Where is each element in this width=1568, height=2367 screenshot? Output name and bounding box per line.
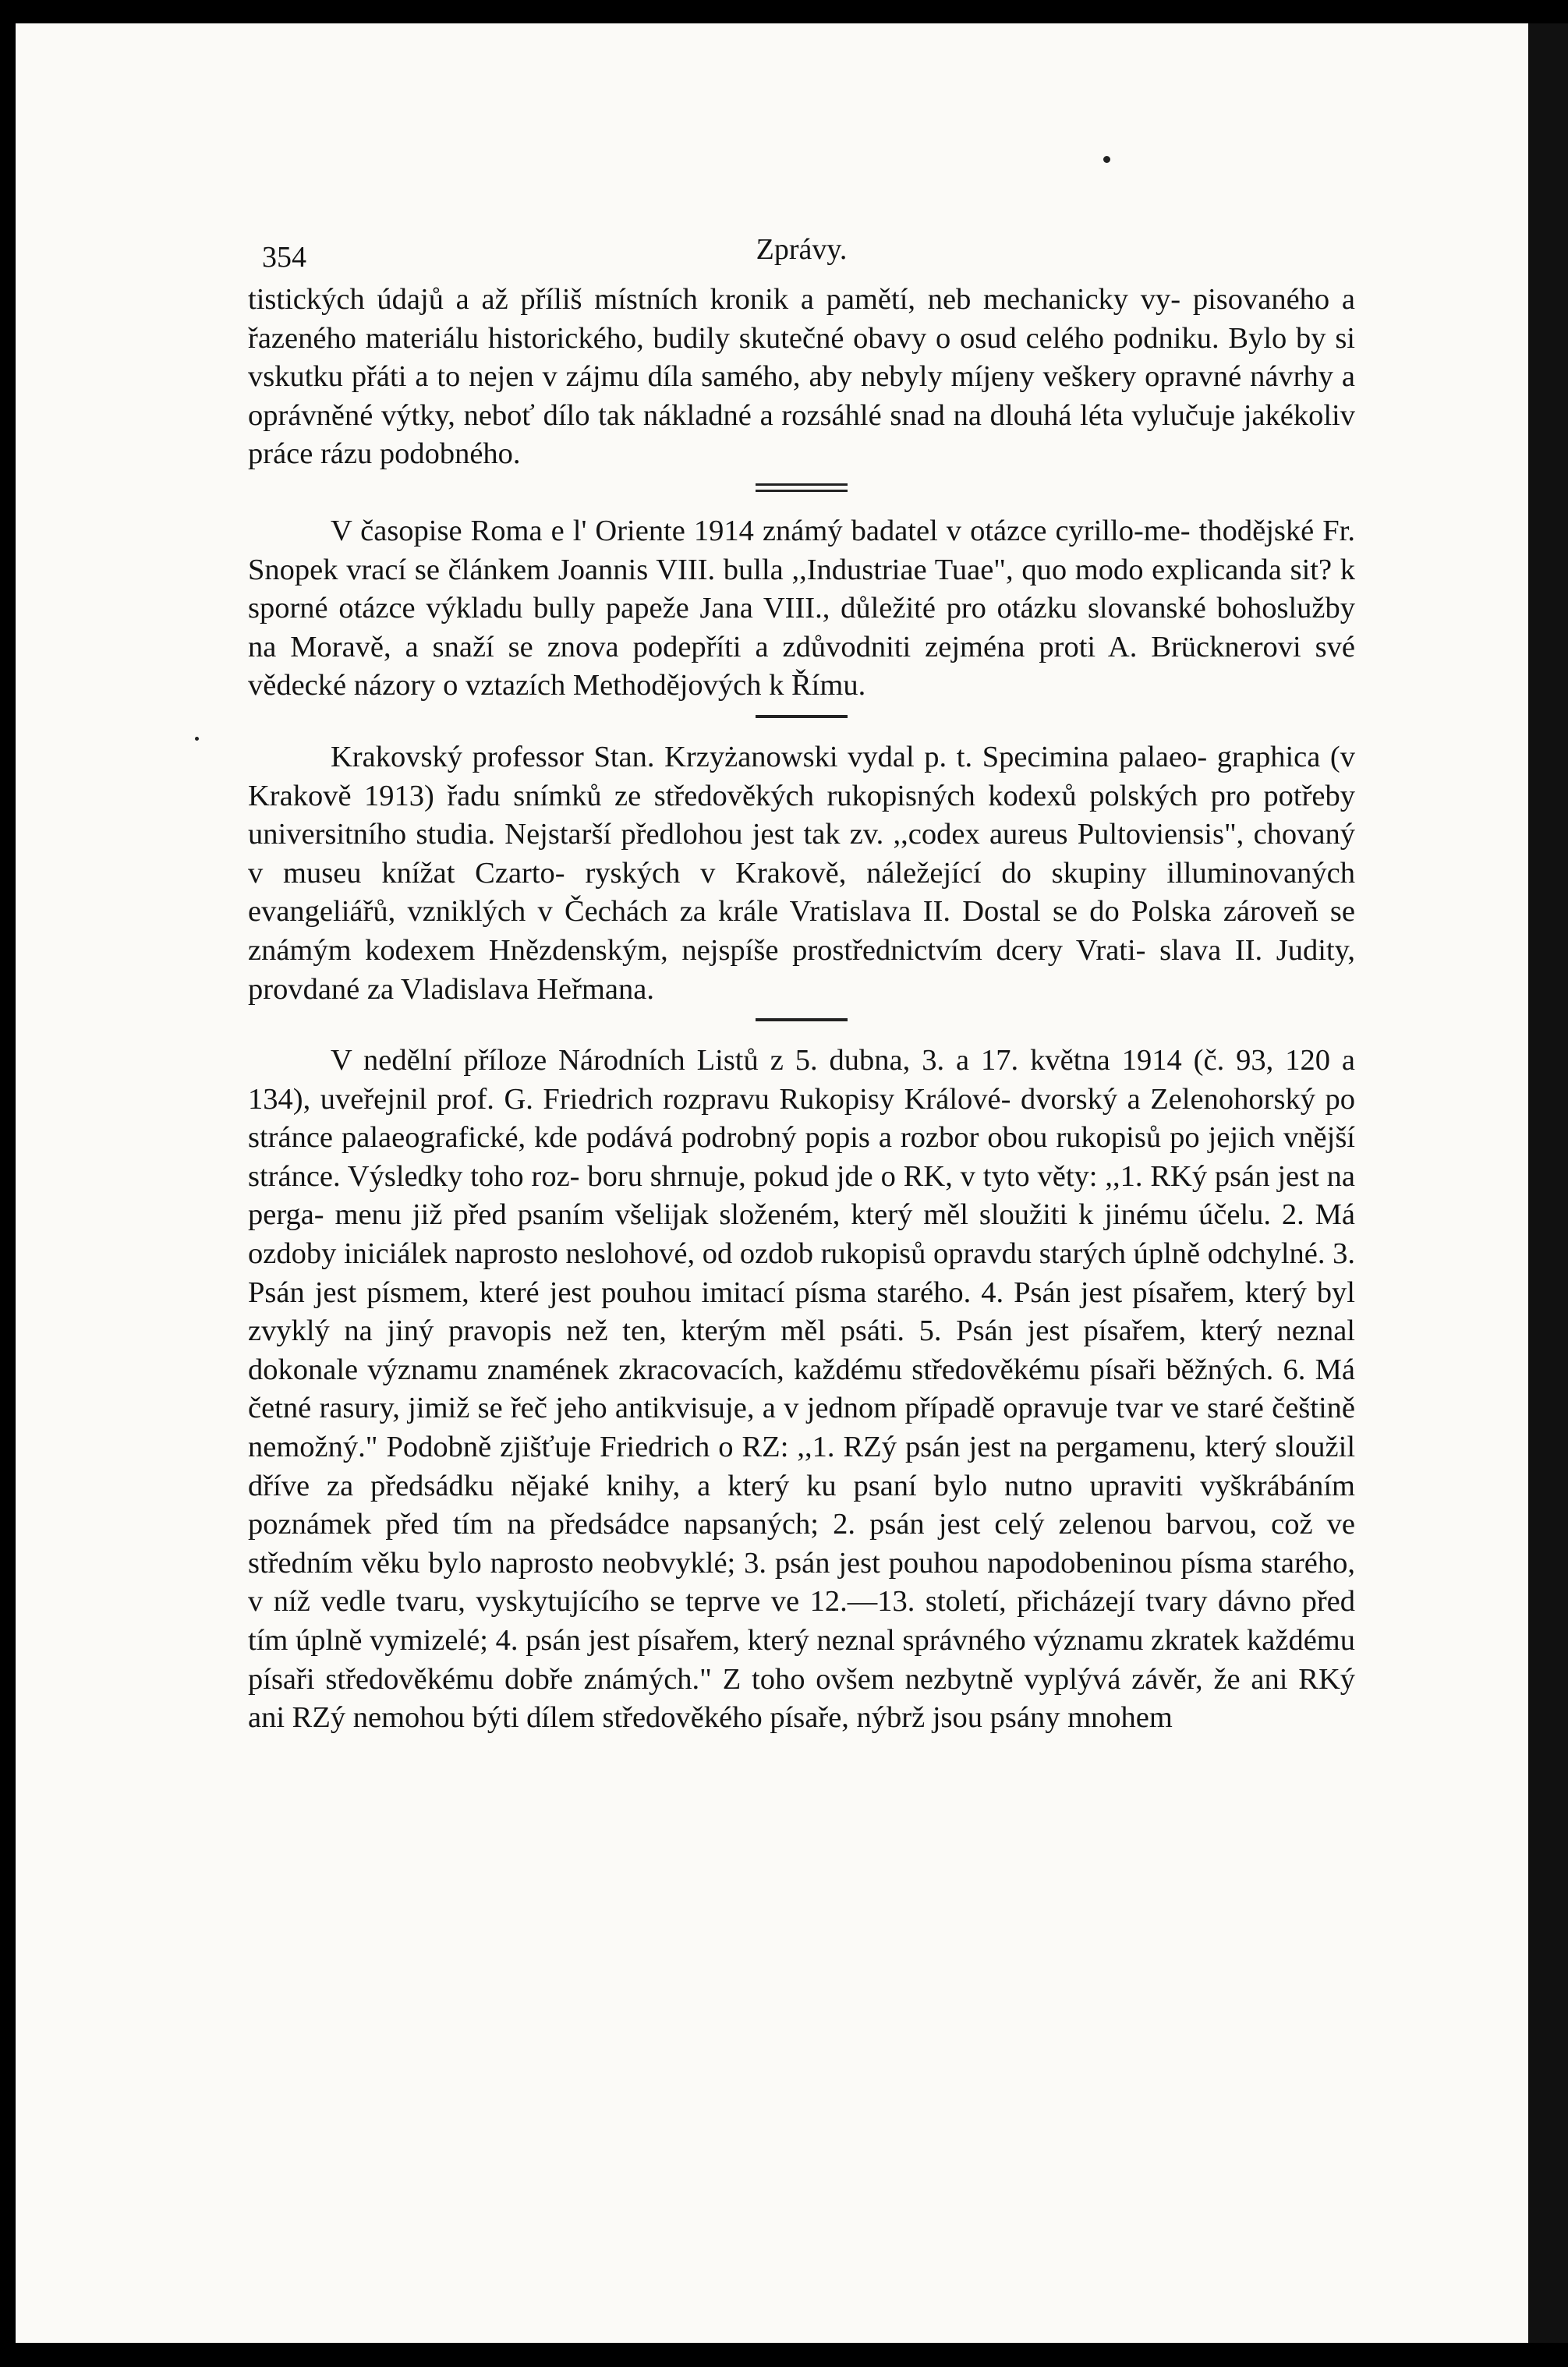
text-line: Jana VIII., důležité pro otázku slovanské bohoslužby na Moravě, a snaží se: [248, 592, 1355, 663]
text-line: celého podniku. Bylo by si vskutku přáti a to nejen v zájmu díla samého, aby: [248, 321, 1355, 394]
paragraph-roma-oriente: [248, 512, 1355, 706]
page-edge-shadow: [1528, 23, 1568, 2343]
text-line: tistických údajů a až příliš místních kronik a pamětí, neb mechanicky vy-: [248, 283, 1181, 316]
text-line: předsádce napsaných; 2. psán jest celý zelenou barvou, což ve středním: [248, 1508, 1355, 1580]
text-line: názory o vztazích Methodějových k Římu.: [353, 669, 866, 702]
page-number: 354: [262, 241, 306, 274]
text-line: RZý nemohou býti dílem středověkého písaře, nýbrž jsou psány mnohem: [292, 1701, 1173, 1735]
text-line: starých úplně odchylné. 3. Psán jest písmem, které jest pouhou imitací: [248, 1237, 1355, 1309]
text-line: Krakovský professor Stan. Krzyżanowski vydal p. t. Specimina palaeo-: [331, 740, 1208, 773]
text-line: popis a rozbor obou rukopisů po jejich vnější stránce. Výsledky toho roz-: [248, 1121, 1356, 1193]
text-line: podobného.: [379, 437, 521, 471]
text-line: který neznal správného významu zkratek každému písaři středověkému: [248, 1624, 1355, 1696]
section-separator: [756, 1018, 848, 1021]
text-line: kodexů polských pro potřeby universitního studia. Nejstarší předlohou: [248, 779, 1355, 851]
paragraph-friedrich: [248, 1042, 1355, 1738]
running-title: Zprávy.: [756, 233, 848, 266]
text-line: thodějské Fr. Snopek vrací se článkem Joannis VIII. bulla ,,Industriae: [248, 514, 1355, 586]
text-line: V nedělní příloze Národních Listů z 5. dubna, 3. a 17. května 1914: [331, 1044, 1182, 1077]
text-line: věku bylo naprosto neobvyklé; 3. psán jest pouhou napodobeninou písma: [361, 1546, 1253, 1580]
text-line: starého, v níž vedle tvaru, vyskytujícího se teprve ve 12.—13. století,: [248, 1546, 1355, 1619]
text-line: známým kodexem Hnězdenským, nejspíše prostřednictvím dcery Vrati-: [248, 933, 1146, 967]
text-line: pisovaného a řazeného materiálu historického, budily skutečné obavy o osud: [248, 283, 1355, 355]
text-line: a který ku psaní bylo nutno upraviti vyškrábáním poznámek před tím na: [248, 1469, 1356, 1541]
text-line: významu znamének zkracovacích, každému středověkému písaři běžných.: [367, 1353, 1274, 1386]
text-line: Tuae", quo modo explicanda sit? k sporné otázce výkladu bully papeže: [248, 553, 1356, 625]
section-separator: [756, 483, 848, 492]
paragraph-specimina: [248, 738, 1355, 1009]
text-line: slava II. Judity, provdané za Vladislava Heřmana.: [248, 933, 1355, 1006]
text-line: ryských v Krakově, náležející do skupiny illuminovaných evangeliářů,: [248, 856, 1356, 929]
text-line: nákladné a rozsáhlé snad na dlouhá léta vylučuje jakékoliv práce rázu: [248, 398, 1355, 471]
text-line: přicházejí tvary dávno před tím úplně vymizelé; 4. psán jest písařem,: [248, 1585, 1355, 1657]
text-line: písma starého. 4. Psán jest písařem, který byl zvyklý na jiný pravopis: [248, 1275, 1356, 1348]
page-header: [248, 218, 1355, 281]
text-line: jest tak zv. ,,codex aureus Pultoviensis", chovaný v museu knížat Czarto-: [248, 818, 1355, 890]
text-line: 6. Má četné rasury, jimiž se řeč jeho antikvisuje, a v jednom případě opravuje: [248, 1353, 1356, 1425]
text-line: dobře známých." Z toho ovšem nezbytně vyplývá závěr, že ani RKý ani: [248, 1662, 1355, 1735]
text-line: (č. 93, 120 a 134), uveřejnil prof. G. Friedrich rozpravu Rukopisy Králové-: [248, 1044, 1355, 1116]
text-line: 2. Má ozdoby iniciálek naprosto neslohové, od ozdob rukopisů opravdu: [248, 1198, 1356, 1271]
text-line: psán jest na pergamenu, který sloužil dříve za předsádku nějaké knihy,: [248, 1431, 1356, 1502]
speck: [1103, 156, 1110, 163]
speck: [195, 737, 199, 741]
text-line: graphica (v Krakově 1913) řadu snímků ze středověkých rukopisných: [248, 740, 1356, 812]
text-line: než ten, kterým měl psáti. 5. Psán jest písařem, který neznal dokonale: [248, 1314, 1356, 1386]
text-line: nebyly míjeny veškery opravné návrhy a oprávněné výtky, neboť dílo tak: [248, 360, 1356, 432]
text-line: dvorský a Zelenohorský po stránce palaeografické, kde podává podrobný: [248, 1082, 1355, 1155]
text-line: menu již před psaním všelijak složeném, který měl sloužiti k jinému účelu.: [334, 1198, 1272, 1232]
text-line: vzniklých v Čechách za krále Vratislava II. Dostal se do Polska zároveň se: [407, 895, 1355, 929]
text-line: boru shrnuje, pokud jde o RK, v tyto věty: ,,1. RKý psán jest na perga-: [248, 1159, 1356, 1232]
text-line: V časopise Roma e l' Oriente 1914 známý badatel v otázce cyrillo-me-: [331, 514, 1191, 547]
text-line: tvar ve staré češtině nemožný." Podobně zjišťuje Friedrich o RZ: ,,1. RZý: [248, 1392, 1355, 1464]
page-content: [248, 218, 1355, 1738]
section-separator: [756, 715, 848, 718]
paragraph-continuation: [248, 281, 1355, 474]
text-line: znova podepříti a zdůvodniti zejména proti A. Brücknerovi své vědecké: [248, 630, 1355, 702]
